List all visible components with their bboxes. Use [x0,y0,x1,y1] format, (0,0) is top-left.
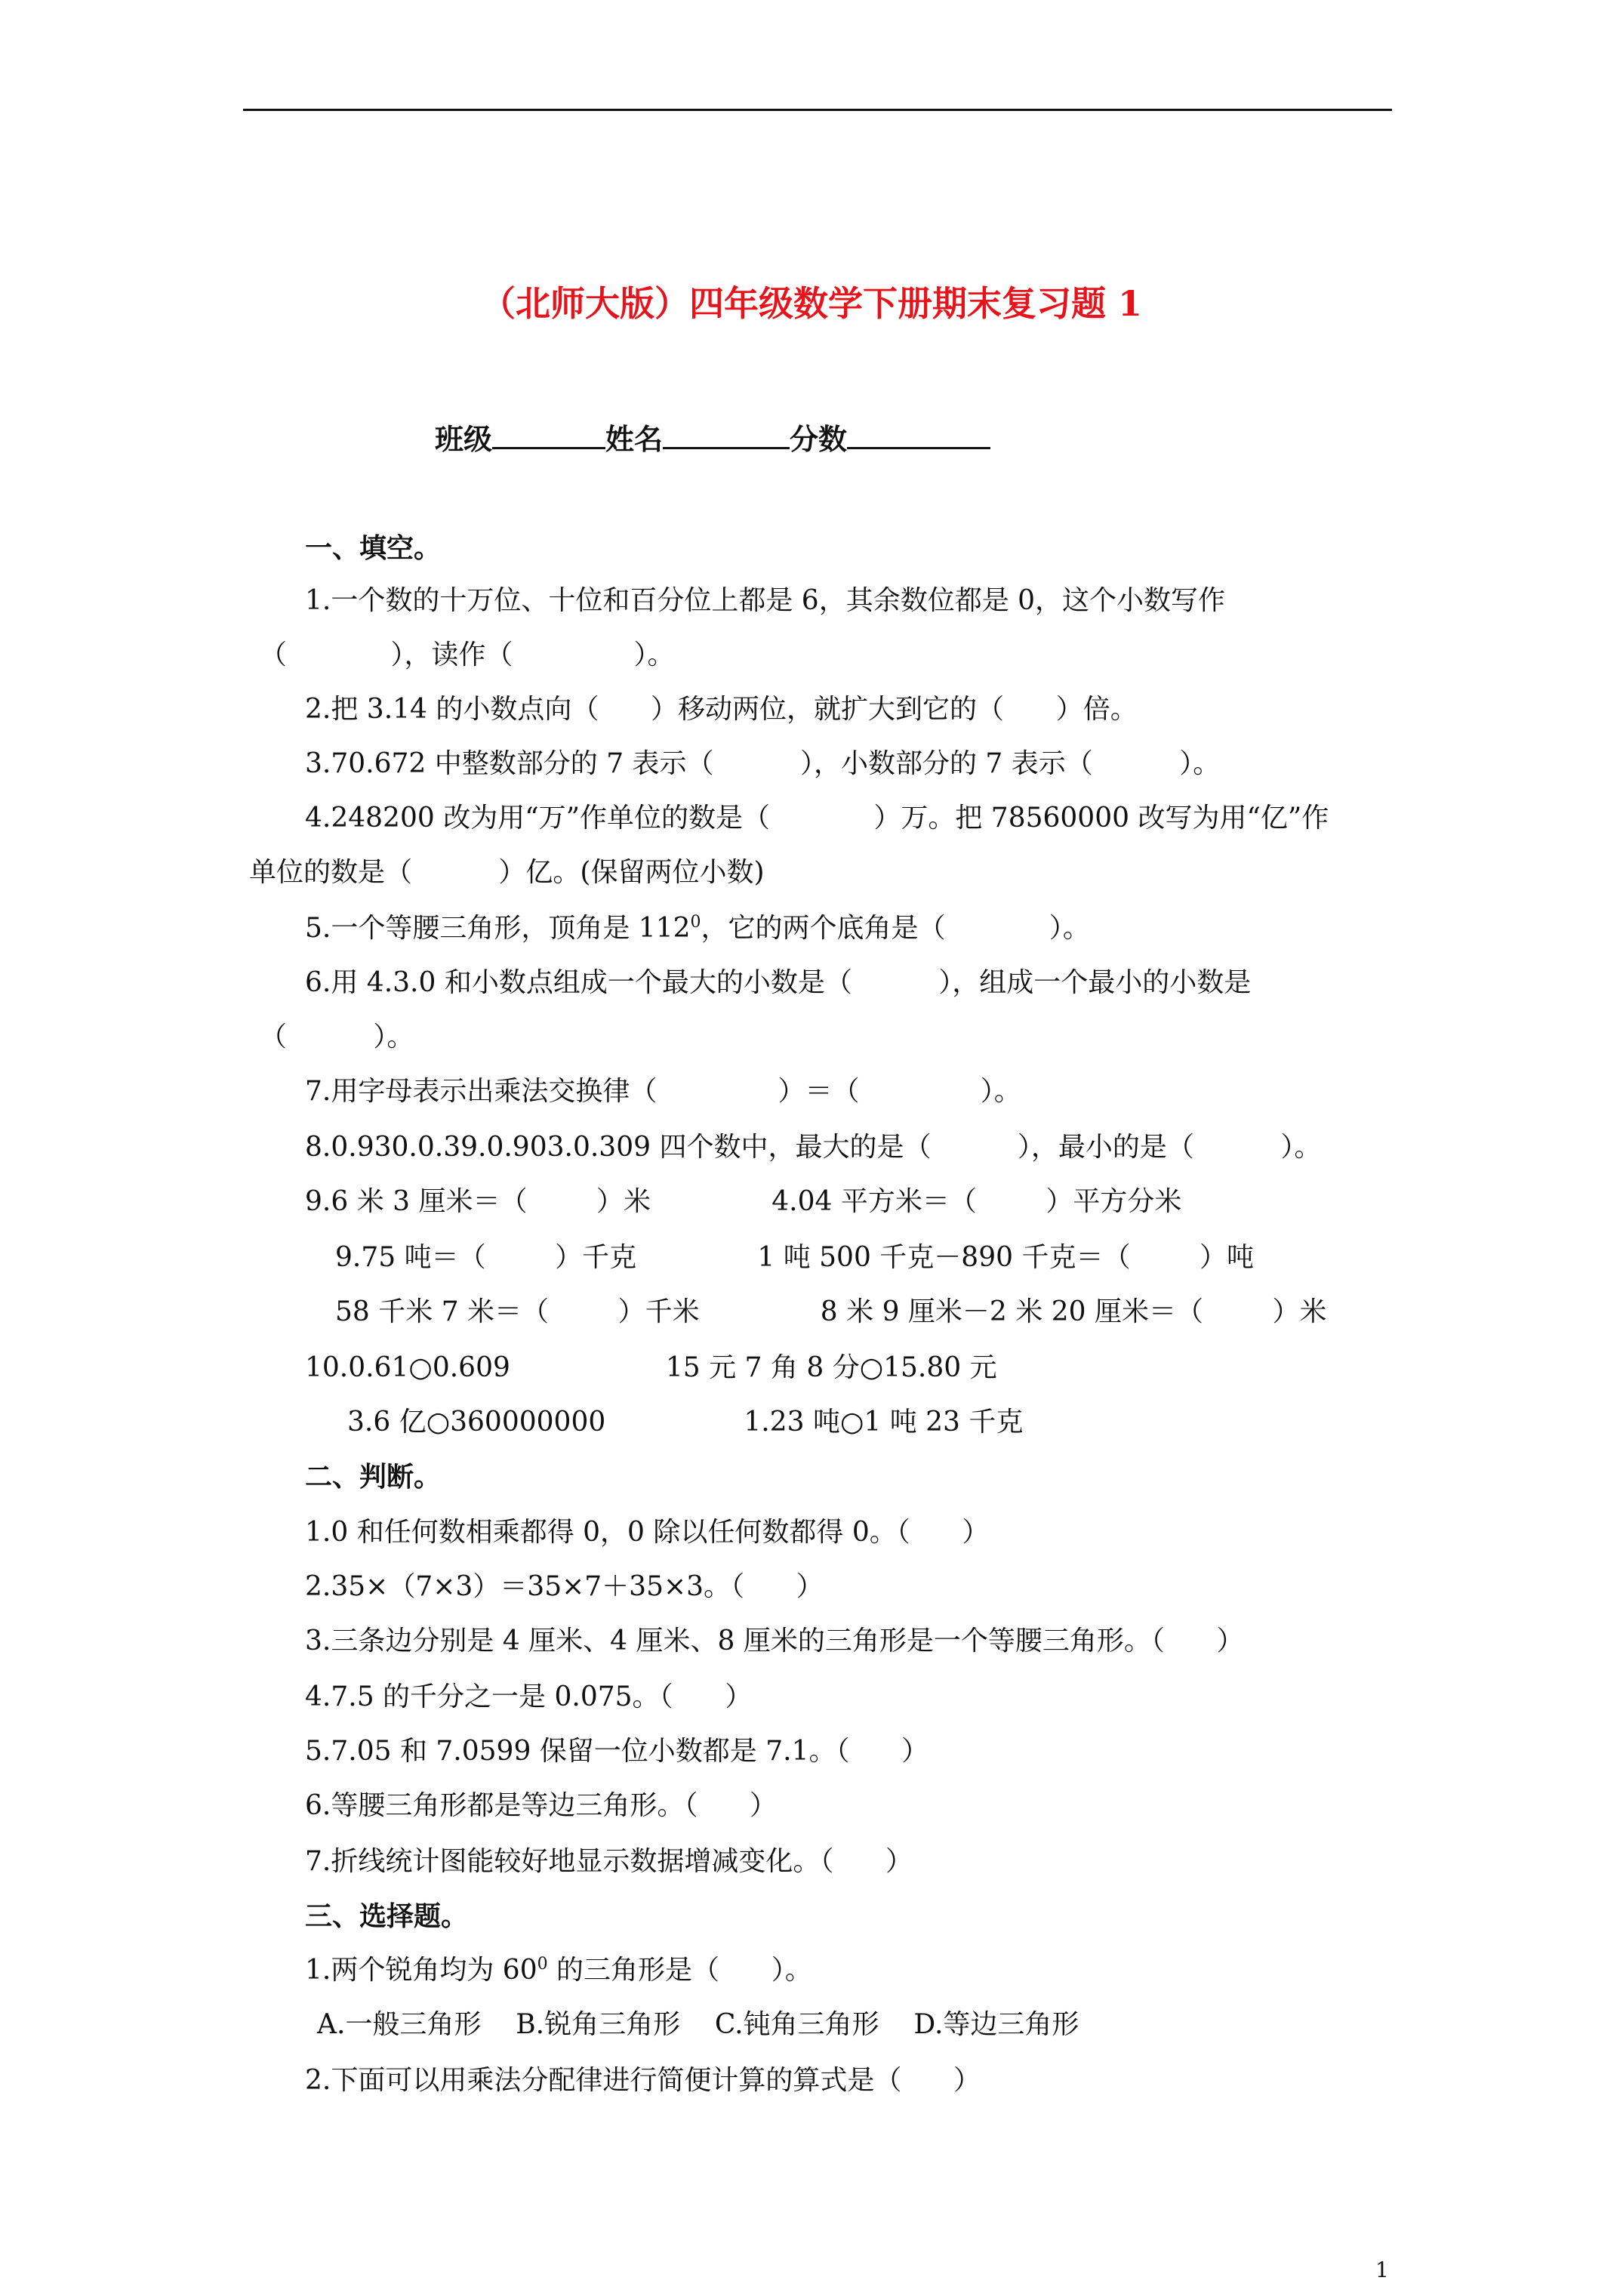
question-line: 2.把 3.14 的小数点向（ ）移动两位，就扩大到它的（ ）倍。 [305,694,1138,725]
question-line: 7.用字母表示出乘法交换律（ ）＝（ ）。 [305,1076,1021,1107]
question-line: 9.6 米 3 厘米＝（ ）米 4.04 平方米＝（ ）平方分米 [305,1186,1182,1217]
score-blank[interactable] [847,417,990,449]
question-line: 1.0 和任何数相乘都得 0，0 除以任何数都得 0。（ ） [305,1517,990,1548]
question-line: 2.下面可以用乘法分配律进行简便计算的算式是（ ） [305,2065,981,2096]
question-line: 5.7.05 和 7.0599 保留一位小数都是 7.1。（ ） [305,1736,929,1767]
score-label: 分数 [790,422,848,456]
answer-options: A.一般三角形 B.锐角三角形 C.钝角三角形 D.等边三角形 [317,2009,1079,2040]
question-line: 8.0.930.0.39.0.903.0.309 四个数中，最大的是（ ），最小的是（ ）。 [305,1132,1322,1163]
question-line: （ ）。 [260,1022,414,1052]
question-line: 3.70.672 中整数部分的 7 表示（ ），小数部分的 7 表示（ ）。 [305,748,1221,779]
question-line: 10.0.61○0.609 15 元 7 角 8 分○15.80 元 [305,1352,997,1383]
question-line: 6.用 4.3.0 和小数点组成一个最大的小数是（ ），组成一个最小的小数是 [305,967,1252,998]
section-heading-multiple-choice: 三、选择题。 [305,1900,469,1932]
question-text: 1.两个锐角均为 60 [305,1955,537,1986]
question-line: 4.248200 改为用“万”作单位的数是（ ）万。把 78560000 改写为用“亿”作 [305,803,1329,834]
question-line: （ ），读作（ ）。 [260,639,675,670]
student-info-line [435,417,990,461]
degree-mark: 0 [537,1955,548,1974]
question-text: ，它的两个底角是（ ）。 [701,913,1090,944]
page-number: 1 [1375,2257,1389,2282]
degree-mark: 0 [690,913,701,932]
question-text: 5.一个等腰三角形，顶角是 112 [305,913,691,944]
question-line: 1.一个数的十万位、十位和百分位上都是 6，其余数位都是 0，这个小数写作 [305,585,1226,616]
section-heading-true-false: 二、判断。 [305,1461,442,1493]
question-line: 58 千米 7 米＝（ ）千米 8 米 9 厘米－2 米 20 厘米＝（ ）米 [335,1296,1327,1327]
class-label: 班级 [435,422,493,456]
class-blank[interactable] [492,417,605,449]
question-line: 4.7.5 的千分之一是 0.075。（ ） [305,1681,753,1712]
question-line [305,909,1090,948]
question-line: 3.三条边分别是 4 厘米、4 厘米、8 厘米的三角形是一个等腰三角形。（ ） [305,1626,1244,1657]
question-line: 2.35×（7×3）＝35×7＋35×3。（ ） [305,1571,824,1602]
question-line: 7.折线统计图能较好地显示数据增减变化。（ ） [305,1846,913,1877]
name-blank[interactable] [663,417,790,449]
header-rule [243,109,1392,111]
section-heading-fill-blank: 一、填空。 [305,532,442,564]
document-title: （北师大版）四年级数学下册期末复习题 1 [480,283,1143,324]
question-line [305,1951,812,1990]
question-line: 9.75 吨＝（ ）千克 1 吨 500 千克－890 千克＝（ ）吨 [335,1242,1255,1273]
question-line: 6.等腰三角形都是等边三角形。（ ） [305,1790,778,1821]
question-text: 的三角形是（ ）。 [547,1955,812,1986]
question-line: 3.6 亿○360000000 1.23 吨○1 吨 23 千克 [347,1407,1024,1438]
name-label: 姓名 [605,422,664,456]
question-line: 单位的数是（ ）亿。(保留两位小数) [249,857,765,888]
